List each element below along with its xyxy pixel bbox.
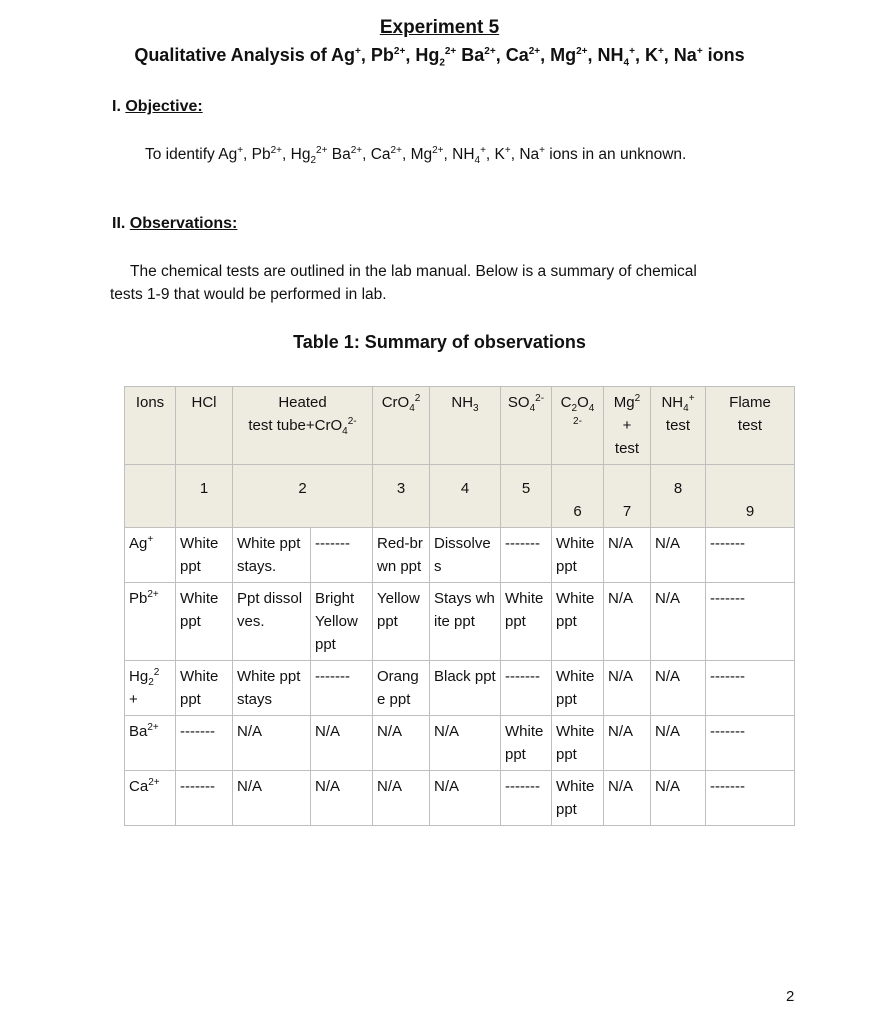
test-number-ions xyxy=(125,465,176,528)
observation-cell: White ppt xyxy=(552,528,604,583)
observation-cell: White ppt xyxy=(552,661,604,716)
observation-cell: White ppt xyxy=(501,583,552,661)
observation-cell: N/A xyxy=(651,528,706,583)
observation-cell: ------- xyxy=(501,661,552,716)
observations-heading: II. Observations: xyxy=(112,215,238,232)
document-subtitle: Qualitative Analysis of Ag+, $Pb^{2+}$, $Hg_2^{2+}$ $Ba^{2+}$, $Ca^{2+}$, $Mg^{2+}$, $NH_4^+$, K+, Na+ ions xyxy=(134,45,745,69)
header-c2o4: $C_2O_4$ $^{2-}$ xyxy=(552,387,604,465)
table-caption: Table 1: Summary of observations xyxy=(293,332,586,352)
ion-cell: $Ba^{2+}$ xyxy=(125,716,176,771)
observation-cell: N/A xyxy=(651,771,706,826)
observation-cell: Stays white ppt xyxy=(430,583,501,661)
observations-text-line1: The chemical tests are outlined in the lab manual. Below is a summary of chemical xyxy=(130,263,697,280)
observation-cell: N/A xyxy=(311,771,373,826)
observation-cell: ------- xyxy=(311,661,373,716)
observation-cell: ------- xyxy=(176,716,233,771)
observation-cell: White ppt xyxy=(552,771,604,826)
observation-cell: N/A xyxy=(373,716,430,771)
observations-text-line2: tests 1-9 that would be performed in lab. xyxy=(110,286,387,303)
table-row xyxy=(125,716,795,771)
table-row xyxy=(125,583,795,661)
header-mg-test: $Mg^2$ + test xyxy=(604,387,651,465)
document-title: Experiment 5 xyxy=(379,17,500,38)
test-number-row xyxy=(125,465,795,528)
header-ions: Ions xyxy=(125,387,176,465)
observation-cell: ------- xyxy=(706,716,795,771)
table-row xyxy=(125,771,795,826)
ion-cell: Ag+ xyxy=(125,528,176,583)
observation-cell: Ppt dissolves. xyxy=(233,583,311,661)
observation-cell: N/A xyxy=(651,661,706,716)
observation-cell: ------- xyxy=(706,528,795,583)
table-row xyxy=(125,661,795,716)
observation-cell: Orange ppt xyxy=(373,661,430,716)
observation-cell: N/A xyxy=(604,583,651,661)
table-row xyxy=(125,528,795,583)
observation-cell: N/A xyxy=(233,771,311,826)
observation-cell: White ppt xyxy=(501,716,552,771)
observations-table xyxy=(124,386,795,826)
ion-cell: $Pb^{2+}$ xyxy=(125,583,176,661)
observation-cell: White ppt xyxy=(176,528,233,583)
observation-cell: White ppt xyxy=(176,661,233,716)
observation-cell: N/A xyxy=(604,716,651,771)
observation-cell: White ppt xyxy=(552,583,604,661)
table-header-row xyxy=(125,387,795,465)
objective-heading: I. Objective: xyxy=(112,98,203,115)
header-nh4-test: $NH_4^+$ test xyxy=(651,387,706,465)
observation-cell: N/A xyxy=(430,716,501,771)
test-number-8: 8 xyxy=(651,465,706,528)
observation-cell: White ppt xyxy=(552,716,604,771)
observation-cell: White ppt xyxy=(176,583,233,661)
observation-cell: N/A xyxy=(604,661,651,716)
test-number-1: 1 xyxy=(176,465,233,528)
observation-cell: White ppt stays xyxy=(233,661,311,716)
header-hcl: HCl xyxy=(176,387,233,465)
observation-cell: ------- xyxy=(501,771,552,826)
test-number-2: 2 xyxy=(233,465,373,528)
objective-text: To identify Ag+, $Pb^{2+}$, $Hg_2^{2+}$ $Ba^{2+}$, $Ca^{2+}$, $Mg^{2+}$, $NH_4^+$, K+, Na+ ions in an unknown. xyxy=(145,144,687,167)
header-nh3: $NH_3$ xyxy=(430,387,501,465)
observation-cell: Bright Yellow ppt xyxy=(311,583,373,661)
header-so4: $SO_4^{2-}$ xyxy=(501,387,552,465)
test-number-3: 3 xyxy=(373,465,430,528)
observation-cell: N/A xyxy=(651,583,706,661)
observation-cell: N/A xyxy=(604,771,651,826)
header-flame-test: Flame test xyxy=(706,387,795,465)
ion-cell: $Hg_2^2$ + xyxy=(125,661,176,716)
observation-cell: ------- xyxy=(706,771,795,826)
observation-cell: N/A xyxy=(604,528,651,583)
observation-cell: Dissolves xyxy=(430,528,501,583)
header-cro4: CrO$_4^2$ xyxy=(373,387,430,465)
observation-cell: ------- xyxy=(501,528,552,583)
ion-cell: $Ca^{2+}$ xyxy=(125,771,176,826)
observation-cell: ------- xyxy=(176,771,233,826)
observation-cell: N/A xyxy=(233,716,311,771)
observation-cell: N/A xyxy=(651,716,706,771)
observation-cell: N/A xyxy=(373,771,430,826)
observation-cell: Yellow ppt xyxy=(373,583,430,661)
observation-cell: ------- xyxy=(706,583,795,661)
header-heated: Heated test tube+CrO$_4^{2-}$ xyxy=(233,387,373,465)
test-number-4: 4 xyxy=(430,465,501,528)
test-number-7: 7 xyxy=(604,465,651,528)
test-number-9: 9 xyxy=(706,465,795,528)
observation-cell: ------- xyxy=(706,661,795,716)
test-number-5: 5 xyxy=(501,465,552,528)
observation-cell: N/A xyxy=(311,716,373,771)
page-number: 2 xyxy=(786,988,795,1005)
observation-cell: White ppt stays. xyxy=(233,528,311,583)
observation-cell: Black ppt xyxy=(430,661,501,716)
observation-cell: N/A xyxy=(430,771,501,826)
test-number-6: 6 xyxy=(552,465,604,528)
observation-cell: ------- xyxy=(311,528,373,583)
observation-cell: Red-brwn ppt xyxy=(373,528,430,583)
